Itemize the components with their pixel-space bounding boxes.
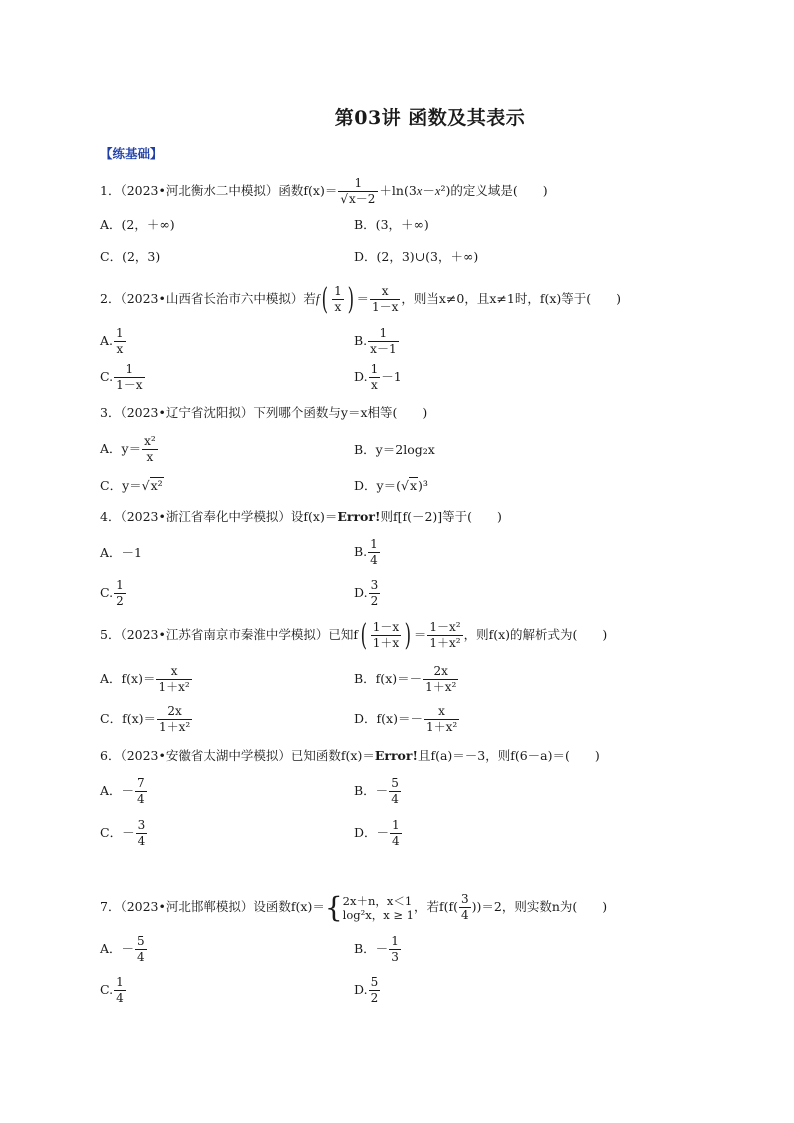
q4-option-a: A．－1 [100,545,142,560]
q1-fraction: $\frac{1}{√x-2}$ [338,176,378,207]
question-5-stem: 5．（2023•江苏省南京市秦淮中学模拟）已知f( $\frac{1-x}{1+x}$ ) ＝ $\frac{\text{1－x²}}{\text{1＋x²}}$ ，则f(x)的解析式为( ) [100,617,608,653]
q1-option-d: D．(2，3)∪(3，＋∞) [354,249,479,264]
q6-option-b: B．－ $\frac{5}{4}$ [354,776,399,806]
question-1-stem: 1．（2023•河北衡水二中模拟）函数f(x)＝ $\frac{1}{√x-2}$ ＋ln(3x－x²)的定义域是( ) [100,176,548,206]
q1-option-a: A．(2，＋∞) [100,217,175,232]
page-title: 第03讲 函数及其表示 [334,107,526,129]
q4-option-d: D. $\frac{3}{2}$ [354,578,379,608]
q1-option-c: C．(2，3) [100,249,161,264]
q7-option-a: A．－ $\frac{5}{4}$ [100,934,145,964]
question-6-stem: 6．（2023•安徽省太湖中学模拟）已知函数f(x)＝Error!且f(a)＝－3，则f(6－a)＝( ) [100,748,600,763]
q6-option-a: A．－ $\frac{7}{4}$ [100,776,145,806]
q3-option-a: A．y＝ $\frac{\text{x²}}{x}$ [100,434,156,464]
q4-option-c: C. $\frac{1}{2}$ [100,578,124,608]
question-7-stem: 7．（2023•河北邯郸模拟）设函数f(x)＝{ 2x＋n，x＜1 log²x，x ≥ 1 ，若f(f( $\frac{3}{4}$ ))＝2，则实数n为( ) [100,890,608,924]
q5-option-b: B．f(x)＝－ $\frac{2x}{\text{1＋x²}}$ [354,664,457,694]
q5-option-d: D．f(x)＝－ $\frac{x}{\text{1＋x²}}$ [354,704,458,734]
q6-option-d: D．－ $\frac{1}{4}$ [354,818,400,848]
q4-option-b: B. $\frac{1}{4}$ [354,537,378,567]
q5-option-a: A．f(x)＝ $\frac{x}{\text{1＋x²}}$ [100,664,190,694]
q7-option-c: C. $\frac{1}{4}$ [100,975,124,1005]
section-heading: 【练基础】 [100,146,163,161]
q2-option-a: A. $\frac{1}{x}$ [100,326,124,356]
q3-option-b: B．y＝2log₂x [354,442,435,457]
q2-option-b: B. $\frac{1}{x-1}$ [354,326,397,356]
question-4-stem: 4．（2023•浙江省奉化中学模拟）设f(x)＝Error!则f[f(－2)]等于( ) [100,509,502,524]
q3-option-c: C．y＝√x² [100,478,163,493]
question-2-stem: 2．（2023•山西省长治市六中模拟）若f( $\frac{1}{x}$ ) ＝ $\frac{x}{1-x}$ ，则当x≠0，且x≠1时，f(x)等于( ) [100,281,622,317]
q2-option-c: C. $\frac{1}{1-x}$ [100,362,143,392]
q1-option-b: B．(3，＋∞) [354,217,429,232]
q7-option-d: D. $\frac{5}{2}$ [354,975,379,1005]
q7-option-b: B．－ $\frac{1}{3}$ [354,934,399,964]
q7-piecewise: 2x＋n，x＜1 log²x，x ≥ 1 [342,893,414,922]
q3-option-d: D．y＝(√x)³ [354,478,428,493]
question-3-stem: 3．（2023•辽宁省沈阳拟）下列哪个函数与y＝x相等( ) [100,405,428,420]
q6-option-c: C．－ $\frac{3}{4}$ [100,818,146,848]
q5-option-c: C．f(x)＝ $\frac{2x}{\text{1＋x²}}$ [100,704,191,734]
q2-option-d: D. $\frac{1}{x}$ －1 [354,362,402,392]
